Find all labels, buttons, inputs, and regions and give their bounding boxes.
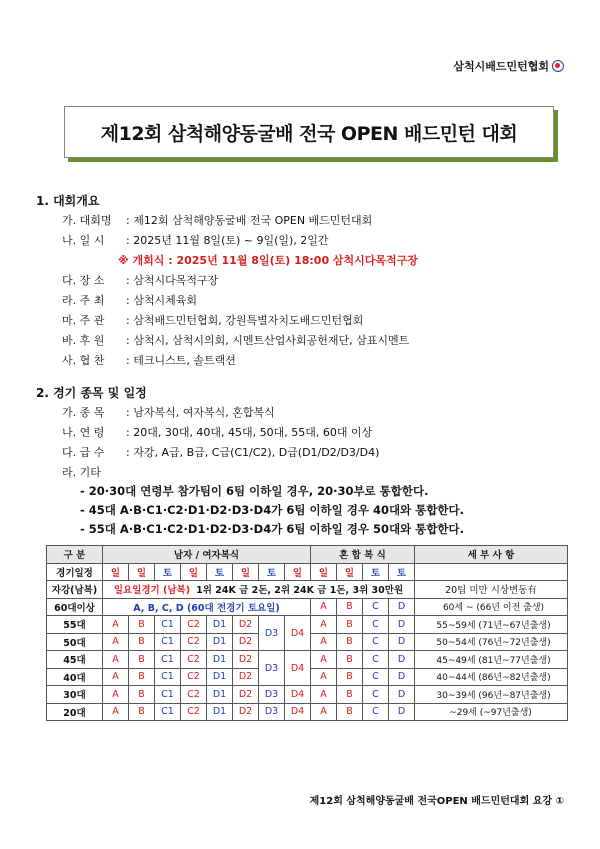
schedule-table xyxy=(46,545,568,721)
page-footer: 제12회 삼척해양동굴배 전국OPEN 배드민턴대회 요강 ① xyxy=(309,796,564,807)
info-row-date: 나. 일 시 : 2025년 11월 8일(토) ~ 9일(일), 2일간 xyxy=(62,234,329,247)
table-row-60: 60대이상 A, B, C, D (60대 전경기 토요일) A B C D 60세 ~ (66년 이전 출생) xyxy=(47,598,568,616)
event-row-etc: 라. 기타 xyxy=(62,466,101,479)
table-row: 45대 A B C1 C2 D1 D2 D3 D4 A B C D 45~49세 (81년~77년출생) xyxy=(47,651,568,669)
info-row-sponsor: 바. 후 원 : 삼척시, 삼척시의회, 시멘트산업사회공헌재단, 삼표시멘트 xyxy=(62,334,410,347)
table-row: 20대 A B C1 C2 D1 D2 D3 D4 A B C D ~29세 (~97년출생) xyxy=(47,703,568,721)
title-box xyxy=(64,106,554,158)
info-row-cosponsor: 사. 협 찬 : 테크니스트, 솔트랙션 xyxy=(62,354,236,367)
event-row-ages: 나. 연 령 : 20대, 30대, 40대, 45대, 50대, 55대, 60대 이상 xyxy=(62,426,373,439)
merge-rule-1: - 20·30대 연령부 참가팀이 6팀 이하일 경우, 20·30부로 통합한다. xyxy=(80,484,429,498)
opening-note: ※ 개회식 : 2025년 11월 8일(토) 18:00 삼척시다목적구장 xyxy=(118,254,418,267)
info-row-host: 라. 주 최 : 삼척시체육회 xyxy=(62,294,197,307)
event-row-events: 가. 종 목 : 남자복식, 여자복식, 혼합복식 xyxy=(62,406,275,419)
section2-heading: 2. 경기 종목 및 일정 xyxy=(36,386,147,400)
table-header-row xyxy=(47,546,568,564)
table-row: 30대 A B C1 C2 D1 D2 D3 D4 A B C D 30~39세 (96년~87년출생) xyxy=(47,686,568,704)
info-row-name: 가. 대회명 : 제12회 삼척해양동굴배 전국 OPEN 배드민턴대회 xyxy=(62,214,373,227)
table-row: 55대 A B C1 C2 D1 D2 D3 D4 A B C D 55~59세 (71년~67년출생) xyxy=(47,616,568,634)
info-row-place: 다. 장 소 : 삼척시다목적구장 xyxy=(62,274,219,287)
org-label: 삼척시배드민턴협회 xyxy=(453,60,549,73)
header-doubles: 남자 / 여자복식 xyxy=(103,546,311,564)
table-row: 40대 A B C1 C2 D1 D2 A B C D 40~44세 (86년~82년출생) xyxy=(47,668,568,686)
table-row-days: 경기일정 일 일 토 일 토 일 토 일 일 일 토 토 xyxy=(47,563,568,581)
header-details: 세 부 사 항 xyxy=(415,546,568,564)
header-mixed: 혼 합 복 식 xyxy=(311,546,415,564)
org-name xyxy=(453,58,564,74)
event-row-grades: 다. 급 수 : 자강, A급, B급, C급(C1/C2), D급(D1/D2/D3/D4) xyxy=(62,446,380,459)
info-row-organizer: 마. 주 관 : 삼척배드민턴협회, 강원특별자치도배드민턴협회 xyxy=(62,314,364,327)
table-row: 50대 A B C1 C2 D1 D2 A B C D 50~54세 (76년~72년출생) xyxy=(47,633,568,651)
org-logo-icon xyxy=(552,60,564,72)
header-category: 구 분 xyxy=(47,546,103,564)
merge-rule-2: - 45대 A·B·C1·C2·D1·D2·D3·D4가 6팀 이하일 경우 40대와 통합한다. xyxy=(80,503,465,517)
section1-heading: 1. 대회개요 xyxy=(36,194,100,208)
merge-rule-3: - 55대 A·B·C1·C2·D1·D2·D3·D4가 6팀 이하일 경우 50대와 통합한다. xyxy=(80,522,465,536)
table-row-prize: 자강(남복) 일요일경기 (남복) 1위 24K 금 2돈, 2위 24K 금 1돈, 3위 30만원 20팀 미만 시상변동有 xyxy=(47,581,568,599)
page-title: 제12회 삼척해양동굴배 전국 OPEN 배드민턴 대회 xyxy=(100,122,518,145)
